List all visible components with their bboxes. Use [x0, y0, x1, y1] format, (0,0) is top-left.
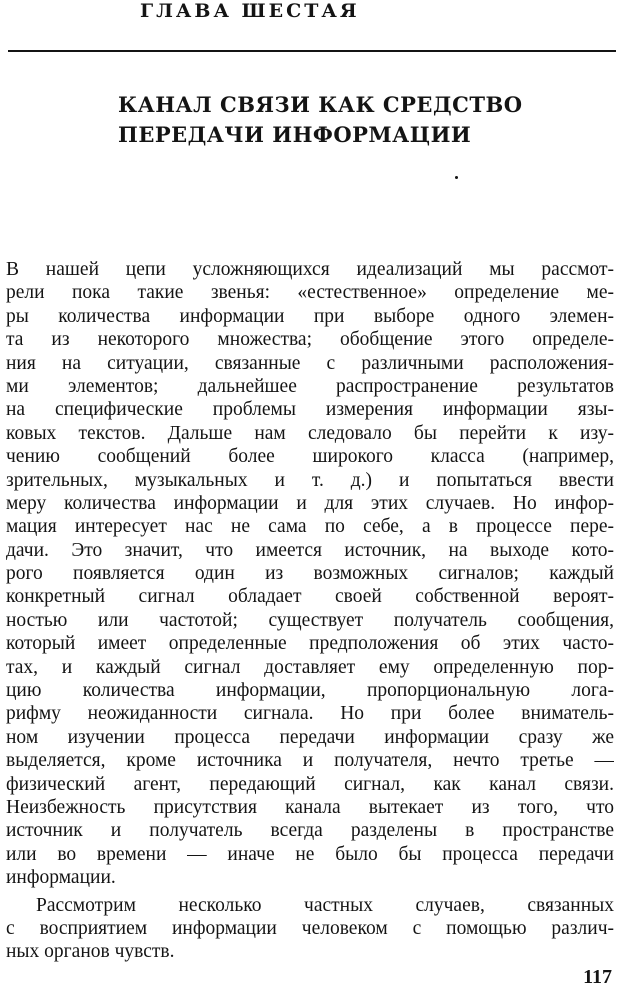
text-line: рифму неожиданности сигнала. Но при более вниматель-	[6, 703, 614, 725]
text-line: ры количества информации при выборе одного элемен-	[6, 305, 614, 327]
paragraph-2	[6, 894, 614, 964]
text-line: ностью или частотой; существует получатель сообщения,	[6, 609, 614, 631]
chapter-title-line: ПЕРЕДАЧИ ИНФОРМАЦИИ	[118, 122, 472, 147]
text-line: источник и получатель всегда разделены в пространстве	[6, 820, 614, 842]
text-line: ном изучении процесса передачи информации сразу же	[6, 726, 614, 748]
text-line: цию количества информации, пропорциональную лога-	[6, 680, 614, 702]
text-line: зрительных, музыкальных и т. д.) и попытаться ввести	[6, 469, 614, 491]
text-line: с восприятием информации человеком с помощью различ-	[6, 917, 614, 939]
text-line: мация интересует нас не сама по себе, а в процессе пере-	[6, 516, 614, 538]
header-rule	[8, 50, 616, 52]
text-line: на специфические проблемы измерения информации язы-	[6, 399, 614, 421]
printing-speck	[455, 176, 458, 179]
text-line: или во времени — иначе не было бы процесса передачи	[6, 843, 614, 865]
body-text	[6, 258, 614, 964]
text-line: который имеет определенные предположения об этих часто-	[6, 633, 614, 655]
paragraph-1	[6, 258, 614, 890]
chapter-title-line: КАНАЛ СВЯЗИ КАК СРЕДСТВО	[118, 92, 523, 117]
text-line: рели пока такие звенья: «естественное» определение ме-	[6, 282, 614, 304]
text-line: тах, и каждый сигнал доставляет ему определенную пор-	[6, 656, 614, 678]
text-line: та из некоторого множества; обобщение этого определе-	[6, 329, 614, 351]
text-line: конкретный сигнал обладает своей собственной вероят-	[6, 586, 614, 608]
text-line: ми элементов; дальнейшее распространение результатов	[6, 375, 614, 397]
text-line: Неизбежность присутствия канала вытекает из того, что	[6, 796, 614, 818]
chapter-title	[118, 90, 598, 150]
page-number: 117	[583, 966, 612, 988]
text-line: В нашей цепи усложняющихся идеализаций мы рассмот-	[6, 259, 614, 280]
text-line: дачи. Это значит, что имеется источник, на выходе кото-	[6, 539, 614, 561]
text-line: информации.	[6, 867, 116, 889]
text-line: ния на ситуации, связанные с различными расположения-	[6, 352, 614, 374]
text-line: ных органов чувств.	[6, 941, 175, 963]
text-line: выделяется, кроме источника и получателя, нечто третье —	[6, 750, 614, 772]
text-line: физический агент, передающий сигнал, как канал связи.	[6, 773, 614, 795]
text-line: меру количества информации и для этих случаев. Но инфор-	[6, 492, 614, 514]
text-line: Рассмотрим несколько частных случаев, связанных	[36, 894, 614, 916]
text-line: чению сообщений более широкого класса (например,	[6, 446, 614, 468]
text-line: рого появляется один из возможных сигналов; каждый	[6, 563, 614, 585]
running-head: ГЛАВА ШЕСТАЯ	[140, 0, 360, 22]
text-line: ковых текстов. Дальше нам следовало бы перейти к изу-	[6, 422, 614, 444]
